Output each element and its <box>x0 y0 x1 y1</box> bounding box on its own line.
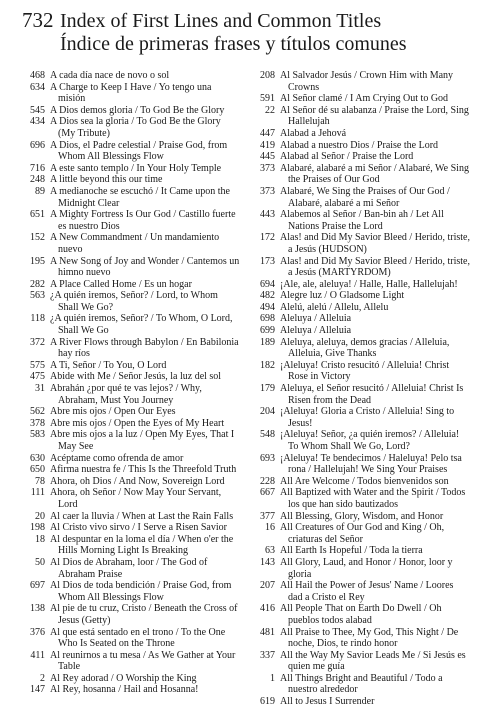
index-entry <box>252 128 470 140</box>
hymn-number: 182 <box>260 359 275 371</box>
hymn-title: Al Señor clamé / I Am Crying Out to God <box>280 93 449 105</box>
index-entry <box>252 603 470 626</box>
hymn-number: 619 <box>260 696 275 708</box>
hymn-title: ¡Aleluya! Señor, ¿a quién iremos? / Alleluia! To Whom Shall We Go, Lord? <box>280 429 460 452</box>
hymn-number: 2 <box>40 672 45 684</box>
hymn-title: All Earth Is Hopeful / Toda la tierra <box>280 545 423 557</box>
hymn-number: 50 <box>35 556 45 568</box>
index-entry <box>22 174 240 186</box>
hymn-number: 494 <box>260 301 275 313</box>
index-entry <box>252 696 470 708</box>
hymn-number: 694 <box>260 278 275 290</box>
hymn-number: 591 <box>260 93 275 105</box>
hymn-number: 204 <box>260 406 275 418</box>
index-entry <box>252 140 470 152</box>
index-entry <box>22 557 240 580</box>
hymn-title: ¿A quién iremos, Señor? / To Whom, O Lord, Shall We Go <box>50 313 233 337</box>
hymn-number: 447 <box>260 127 275 139</box>
index-entry <box>22 487 240 510</box>
hymn-title: Al caer la lluvia / When at Last the Rain Falls <box>50 510 234 522</box>
hymn-title: ¡Aleluya! Gloria a Cristo / Alleluia! Sing to Jesus! <box>280 406 455 429</box>
hymn-number: 699 <box>260 325 275 337</box>
hymn-title: ¡Aleluya! Te bendecimos / Haleluya! Pelo tsa rona / Hallelujah! We Sing Your Praises <box>280 452 462 476</box>
index-entry <box>22 627 240 650</box>
index-entry <box>22 186 240 209</box>
hymn-number: 20 <box>35 510 45 522</box>
index-entry <box>22 673 240 685</box>
hymn-title: Aleluya, el Señor resucitó / Alleluia! Christ Is Risen from the Dead <box>280 383 464 406</box>
hymn-title: All to Jesus I Surrender <box>280 696 375 708</box>
index-columns <box>22 70 470 708</box>
hymn-title: A New Song of Joy and Wonder / Cantemos un himno nuevo <box>50 255 240 279</box>
hymn-title: All Creatures of Our God and King / Oh, criaturas del Señor <box>280 522 445 545</box>
hymn-number: 693 <box>260 452 275 464</box>
index-entry <box>22 163 240 175</box>
hymn-number: 78 <box>35 475 45 487</box>
hymn-title: Al despuntar en la loma el día / When o'er the Hills Morning Light Is Breaking <box>50 533 234 557</box>
index-entry <box>22 511 240 523</box>
hymn-title: Abre mis ojos a la luz / Open My Eyes, That I May See <box>50 429 235 452</box>
hymn-title: All Praise to Thee, My God, This Night / De noche, Dios, te rindo honor <box>280 626 459 650</box>
hymn-number: 147 <box>30 684 45 696</box>
index-entry <box>252 360 470 383</box>
index-entry <box>252 325 470 337</box>
hymn-title: Alelú, alelú / Allelu, Allelu <box>280 301 389 313</box>
hymn-number: 696 <box>30 139 45 151</box>
index-entry <box>252 545 470 557</box>
right-column <box>252 70 470 708</box>
hymn-title: Al Rey, hosanna / Hail and Hosanna! <box>50 684 199 696</box>
index-entry <box>252 522 470 545</box>
index-entry <box>22 232 240 255</box>
hymn-number: 468 <box>30 70 45 81</box>
index-entry <box>252 337 470 360</box>
hymn-number: 118 <box>30 313 45 325</box>
hymn-title: All Hail the Power of Jesus' Name / Loores dad a Cristo el Rey <box>280 580 454 603</box>
index-entry <box>252 70 470 93</box>
index-entry <box>252 429 470 452</box>
index-entry <box>252 302 470 314</box>
hymn-title: ¡Aleluya! Cristo resucitó / Alleluia! Christ Rose in Victory <box>280 359 450 383</box>
hymn-number: 630 <box>30 452 45 464</box>
hymn-title: All Blessing, Glory, Wisdom, and Honor <box>280 510 444 522</box>
hymn-number: 416 <box>260 603 275 615</box>
index-entry <box>252 163 470 186</box>
left-column <box>22 70 240 708</box>
index-entry <box>252 256 470 279</box>
index-entry <box>22 360 240 372</box>
hymn-title: A River Flows through Babylon / En Babilonia hay ríos <box>50 336 239 360</box>
hymn-number: 545 <box>30 104 45 116</box>
hymn-number: 482 <box>260 290 275 302</box>
hymn-number: 651 <box>30 209 45 221</box>
hymn-number: 563 <box>30 290 45 302</box>
hymn-number: 22 <box>265 104 275 116</box>
index-entry <box>22 418 240 430</box>
index-entry <box>22 256 240 279</box>
hymn-title: Alabad a Jehová <box>280 127 347 139</box>
index-entry <box>252 580 470 603</box>
index-entry <box>22 116 240 139</box>
index-entry <box>22 406 240 418</box>
index-entry <box>252 453 470 476</box>
hymn-number: 443 <box>260 209 275 221</box>
hymn-number: 189 <box>260 336 275 348</box>
index-entry <box>252 383 470 406</box>
hymn-title: Alabaré, alabaré a mi Señor / Alabaré, We Sing the Praises of Our God <box>280 162 469 186</box>
hymn-number: 195 <box>30 255 45 267</box>
index-entry <box>22 140 240 163</box>
index-entry <box>22 371 240 383</box>
hymn-title: A Charge to Keep I Have / Yo tengo una misión <box>50 81 212 105</box>
hymn-title: All Are Welcome / Todos bienvenidos son <box>280 475 449 487</box>
hymn-number: 562 <box>30 406 45 418</box>
hymn-number: 198 <box>30 522 45 534</box>
hymn-number: 634 <box>30 81 45 93</box>
hymn-title: Al pie de tu cruz, Cristo / Beneath the Cross of Jesus (Getty) <box>50 603 238 626</box>
hymn-number: 411 <box>30 649 45 661</box>
hymn-number: 373 <box>260 185 275 197</box>
index-entry <box>22 313 240 336</box>
hymn-title: Al Rey adorad / O Worship the King <box>50 672 197 684</box>
hymn-title: Alabad al Señor / Praise the Lord <box>280 151 414 163</box>
hymn-number: 697 <box>30 580 45 592</box>
index-entry <box>252 151 470 163</box>
index-entry <box>22 453 240 465</box>
hymn-title: A Ti, Señor / To You, O Lord <box>50 359 167 371</box>
hymn-title: Al que está sentado en el trono / To the One Who Is Seated on the Throne <box>50 626 226 650</box>
hymn-number: 18 <box>35 533 45 545</box>
hymn-title: Al reunirnos a tu mesa / As We Gather at Your Table <box>50 649 236 673</box>
hymn-number: 337 <box>260 649 275 661</box>
index-entry <box>252 557 470 580</box>
index-entry <box>22 279 240 291</box>
index-entry <box>22 464 240 476</box>
index-entry <box>22 522 240 534</box>
hymn-title: Abre mis ojos / Open the Eyes of My Heart <box>50 417 225 429</box>
hymn-number: 111 <box>30 487 45 499</box>
hymn-title: Afirma nuestra fe / This Is the Threefold Truth <box>50 464 237 476</box>
hymn-title: Ahora, oh Dios / And Now, Sovereign Lord <box>50 475 225 487</box>
hymn-title: Aleluya, aleluya, demos gracias / Alleluia, Alleluia, Give Thanks <box>280 336 450 360</box>
index-entry <box>22 603 240 626</box>
hymn-number: 372 <box>30 336 45 348</box>
hymn-title: Alas! and Did My Savior Bleed / Herido, triste, a Jesús (HUDSON) <box>280 232 470 255</box>
hymn-number: 282 <box>30 278 45 290</box>
hymn-title: ¡Ale, ale, aleluya! / Halle, Halle, Hallelujah! <box>280 278 458 290</box>
index-entry <box>22 70 240 82</box>
index-entry <box>252 186 470 209</box>
hymn-title: Aleluya / Alleluia <box>280 313 352 325</box>
index-entry <box>252 627 470 650</box>
hymn-title: Abre mis ojos / Open Our Eyes <box>50 406 176 418</box>
index-entry <box>22 650 240 673</box>
hymn-number: 31 <box>35 383 45 395</box>
index-entry <box>22 290 240 313</box>
hymn-number: 376 <box>30 626 45 638</box>
index-entry <box>22 383 240 406</box>
hymn-title: Alabemos al Señor / Ban-bin ah / Let All Nations Praise the Lord <box>280 209 444 232</box>
hymn-title: All Things Bright and Beautiful / Todo a nuestro alrededor <box>280 672 443 696</box>
index-entry <box>22 684 240 696</box>
hymn-title: All People That on Earth Do Dwell / Oh pueblos todos alabad <box>280 603 442 626</box>
hymn-number: 16 <box>265 522 275 534</box>
index-entry <box>252 487 470 510</box>
index-entry <box>252 406 470 429</box>
hymn-title: Alabaré, We Sing the Praises of Our God / Alabaré, alabaré a mi Señor <box>280 185 450 209</box>
hymn-number: 377 <box>260 510 275 522</box>
hymn-title: Abide with Me / Señor Jesús, la luz del sol <box>50 371 222 383</box>
index-entry <box>252 313 470 325</box>
hymn-number: 419 <box>260 139 275 151</box>
hymn-title: A Place Called Home / Es un hogar <box>50 278 192 290</box>
index-entry <box>22 82 240 105</box>
hymn-title: Aleluya / Alleluia <box>280 325 352 337</box>
hymn-title: A medianoche se escuchó / It Came upon the Midnight Clear <box>50 185 230 209</box>
hymn-number: 152 <box>30 232 45 244</box>
index-entry <box>252 476 470 488</box>
hymn-title: A New Commandment / Un mandamiento nuevo <box>50 232 220 255</box>
hymn-title: A este santo templo / In Your Holy Temple <box>50 162 222 174</box>
hymn-title: All the Way My Savior Leads Me / Si Jesús es quien me guía <box>280 649 466 673</box>
hymn-title: Acéptame como ofrenda de amor <box>50 452 184 464</box>
index-entry <box>252 290 470 302</box>
page-header <box>22 8 462 55</box>
hymn-number: 172 <box>260 232 275 244</box>
hymn-number: 475 <box>30 371 45 383</box>
hymn-number: 445 <box>260 151 275 163</box>
hymn-title: A Mighty Fortress Is Our God / Castillo fuerte es nuestro Dios <box>50 209 236 232</box>
hymn-number: 143 <box>260 556 275 568</box>
hymn-title: Alas! and Did My Savior Bleed / Herido, triste, a Jesús (MARTYRDOM) <box>280 255 470 279</box>
hymn-title: A cada día nace de novo o sol <box>50 70 170 81</box>
hymn-title: ¿A quién iremos, Señor? / Lord, to Whom Shall We Go? <box>50 290 218 313</box>
index-entry <box>252 232 470 255</box>
index-entry <box>22 476 240 488</box>
hymn-number: 583 <box>30 429 45 441</box>
hymn-title: Al Dios de toda bendición / Praise God, from Whom All Blessings Flow <box>50 580 232 603</box>
hymn-title: Al Salvador Jesús / Crown Him with Many Crowns <box>280 70 454 93</box>
hymn-number: 173 <box>260 255 275 267</box>
hymn-title: A Dios demos gloria / To God Be the Glory <box>50 104 225 116</box>
index-title-spanish: Índice de primeras frases y títulos comunes <box>60 33 407 55</box>
index-entry <box>252 209 470 232</box>
index-entry <box>252 93 470 105</box>
hymn-title: Al Cristo vivo sirvo / I Serve a Risen Savior <box>50 522 227 534</box>
index-entry <box>252 105 470 128</box>
hymn-title: Alegre luz / O Gladsome Light <box>280 290 405 302</box>
index-entry <box>252 279 470 291</box>
hymn-title: A Dios sea la gloria / To God Be the Glory (My Tribute) <box>50 116 221 139</box>
hymn-title: All Glory, Laud, and Honor / Honor, loor y gloria <box>280 556 453 580</box>
hymn-title: A little beyond this our time <box>50 174 163 186</box>
hymn-number: 434 <box>30 116 45 128</box>
hymn-number: 89 <box>35 185 45 197</box>
index-entry <box>22 580 240 603</box>
hymn-number: 207 <box>260 580 275 592</box>
hymn-number: 63 <box>265 545 275 557</box>
hymn-number: 138 <box>30 603 45 615</box>
hymn-title: Alabad a nuestro Dios / Praise the Lord <box>280 139 439 151</box>
index-entry <box>252 650 470 673</box>
index-entry <box>22 105 240 117</box>
index-entry <box>252 511 470 523</box>
hymn-title: Abrahán ¿por qué te vas lejos? / Why, Abraham, Must You Journey <box>50 383 202 406</box>
hymn-number: 716 <box>30 162 45 174</box>
hymn-title: All Baptized with Water and the Spirit / Todos los que han sido bautizados <box>280 487 466 510</box>
hymn-number: 373 <box>260 162 275 174</box>
hymn-title: A Dios, el Padre celestial / Praise God, from Whom All Blessings Flow <box>50 139 228 163</box>
hymn-number: 667 <box>260 487 275 499</box>
hymn-number: 378 <box>30 417 45 429</box>
index-entry <box>22 534 240 557</box>
hymn-number: 481 <box>260 626 275 638</box>
hymn-number: 179 <box>260 383 275 395</box>
hymn-number: 698 <box>260 313 275 325</box>
hymn-number: 208 <box>260 70 275 81</box>
hymn-title: Al Señor dé su alabanza / Praise the Lord, Sing Hallelujah <box>280 104 469 128</box>
index-entry <box>22 429 240 452</box>
page-number: 732 <box>22 8 54 32</box>
hymn-number: 1 <box>270 672 275 684</box>
index-entry <box>22 337 240 360</box>
hymn-title: Ahora, oh Señor / Now May Your Servant, Lord <box>50 487 222 510</box>
index-entry <box>252 673 470 696</box>
hymn-number: 650 <box>30 464 45 476</box>
hymn-title: Al Dios de Abraham, loor / The God of Abraham Praise <box>50 556 208 580</box>
hymn-number: 248 <box>30 174 45 186</box>
index-entry <box>22 209 240 232</box>
index-title-english: Index of First Lines and Common Titles <box>60 10 382 32</box>
hymn-number: 575 <box>30 359 45 371</box>
hymn-number: 228 <box>260 475 275 487</box>
hymn-number: 548 <box>260 429 275 441</box>
